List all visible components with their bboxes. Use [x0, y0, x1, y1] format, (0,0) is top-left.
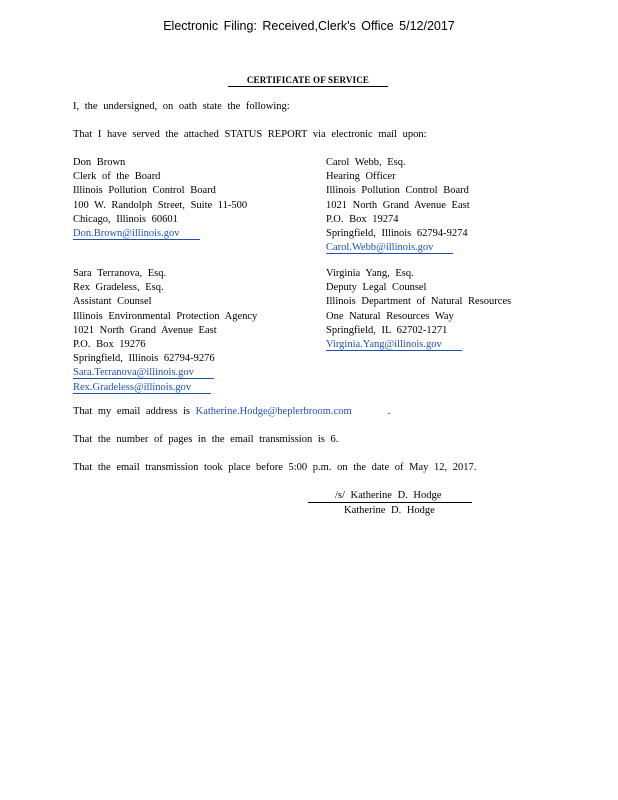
- recipient-line: Deputy Legal Counsel: [326, 282, 427, 294]
- email-link-rex-gradeless[interactable]: Rex.Gradeless@illinois.gov: [73, 382, 211, 394]
- signature-block: [308, 490, 472, 516]
- electronic-signature: /s/ Katherine D. Hodge: [308, 490, 472, 503]
- email-link-carol-webb[interactable]: Carol.Webb@illinois.gov: [326, 242, 453, 254]
- email-link-virginia-yang[interactable]: Virginia.Yang@illinois.gov: [326, 339, 462, 351]
- intro-statement: I, the undersigned, on oath state the following:: [73, 101, 290, 112]
- recipient-line: Springfield, Illinois 62794-9276: [73, 353, 215, 365]
- email-link-katherine-hodge[interactable]: Katherine.Hodge@heplerbroom.com: [195, 406, 352, 417]
- email-link-don-brown[interactable]: Don.Brown@illinois.gov: [73, 228, 200, 240]
- recipient-line: Springfield, Illinois 62794-9274: [326, 227, 468, 239]
- pages-statement: That the number of pages in the email transmission is 6.: [73, 434, 339, 445]
- email-statement-prefix: That my email address is: [73, 406, 196, 417]
- filing-stamp-header: Electronic Filing: Received,Clerk's Office 5/12/2017: [163, 19, 455, 33]
- recipient-line: P.O. Box 19274: [326, 213, 399, 225]
- document-title: CERTIFICATE OF SERVICE: [228, 75, 388, 87]
- email-statement-suffix: .: [387, 406, 391, 417]
- recipient-line: Hearing Officer: [326, 171, 396, 183]
- recipient-block-terranova-gradeless: [73, 267, 257, 395]
- recipient-line: Illinois Environmental Protection Agency: [73, 310, 258, 322]
- recipient-line: Virginia Yang, Esq.: [326, 268, 414, 279]
- recipient-line: Carol Webb, Esq.: [326, 157, 406, 168]
- recipient-line: Illinois Pollution Control Board: [73, 185, 216, 197]
- recipient-line: Rex Gradeless, Esq.: [73, 282, 164, 294]
- recipient-line: Illinois Pollution Control Board: [326, 185, 469, 197]
- served-statement: That I have served the attached STATUS REPORT via electronic mail upon:: [73, 129, 427, 140]
- signer-name: Katherine D. Hodge: [344, 505, 435, 516]
- email-link-sara-terranova[interactable]: Sara.Terranova@illinois.gov: [73, 367, 214, 379]
- recipient-line: Springfield, IL 62702-1271: [326, 324, 448, 336]
- recipient-line: Chicago, Illinois 60601: [73, 213, 178, 225]
- recipient-line: Don Brown: [73, 157, 126, 168]
- recipient-line: Clerk of the Board: [73, 171, 161, 183]
- recipient-line: Sara Terranova, Esq.: [73, 268, 167, 279]
- recipient-line: 100 W. Randolph Street, Suite 11-500: [73, 199, 248, 211]
- recipient-line: Illinois Department of Natural Resources: [326, 296, 512, 308]
- recipient-block-don-brown: [73, 156, 247, 241]
- recipient-block-carol-webb: [326, 156, 470, 255]
- recipient-line: Assistant Counsel: [73, 296, 152, 308]
- recipient-line: 1021 North Grand Avenue East: [73, 324, 217, 336]
- email-statement: [73, 406, 390, 417]
- recipient-block-virginia-yang: [326, 267, 511, 352]
- recipient-line: One Natural Resources Way: [326, 310, 454, 322]
- transmission-time-statement: That the email transmission took place before 5:00 p.m. on the date of May 12, 2017.: [73, 462, 477, 473]
- recipient-line: 1021 North Grand Avenue East: [326, 199, 470, 211]
- recipient-line: P.O. Box 19276: [73, 338, 146, 350]
